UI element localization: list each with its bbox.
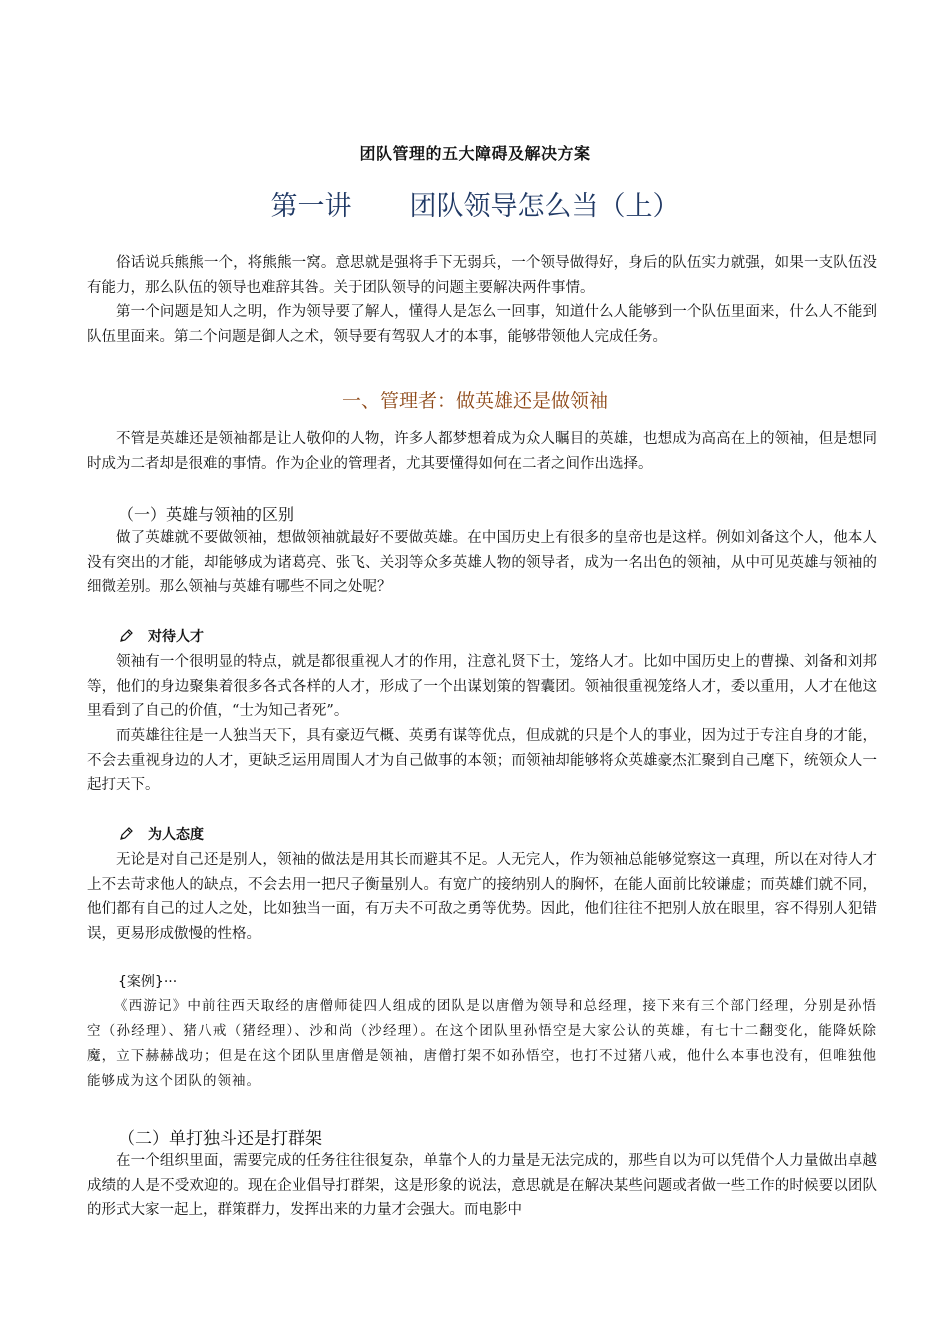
attitude-paragraph: 无论是对自己还是别人，领袖的做法是用其长而避其不足。人无完人，作为领袖总能够觉察这一真理，所以在对待人才上不去苛求他人的缺点，不会去用一把尺子衡量别人。有宽广的接纳别人的胸怀，在能人面前比较谦虚；而英雄们就不同，他们都有自己的过人之处，比如独当一面，有万夫不可敌之勇等优势。因此，他们往往不把别人放在眼里，容不得别人犯错误，更易形成傲慢的性格。 (87, 852, 877, 942)
case-paragraph: 《西游记》中前往西天取经的唐僧师徒四人组成的团队是以唐僧为领导和总经理，接下来有三个部门经理，分别是孙悟空（孙经理）、猪八戒（猪经理）、沙和尚（沙经理）。在这个团队里孙悟空是大家公认的英雄，有七十二翻变化，能降妖除魔，立下赫赫战功；但是在这个团队里唐僧是领袖，唐僧打架不如孙悟空，也打不过猪八戒，他什么本事也没有，但唯独他能够成为这个团队的领袖。 (87, 998, 877, 1089)
pen-icon (118, 826, 134, 842)
talent-paragraph-1: 领袖有一个很明显的特点，就是都很重视人才的作用，注意礼贤下士，笼络人才。比如中国历史上的曹操、刘备和刘邦等，他们的身边聚集着很多各式各样的人才，形成了一个出谋划策的智囊团。领袖很重视笼络人才，委以重用，人才在他这里看到了自己的价值，“士为知己者死”。 (87, 654, 877, 719)
intro-paragraph-2: 第一个问题是知人之明，作为领导要了解人，懂得人是怎么一回事，知道什么人能够到一个队伍里面来，什么人不能到队伍里面来。第二个问题是御人之术，领导要有驾驭人才的本事，能够带领他人完成任务。 (87, 304, 877, 345)
talent-paragraph-2: 而英雄往往是一人独当天下，具有豪迈气概、英勇有谋等优点，但成就的只是个人的事业，因为过于专注自身的才能，不会去重视身边的人才，更缺乏运用周围人才为自己做事的本领；而领袖却能够将众英雄豪杰汇聚到自己麾下，统领众人一起打天下。 (87, 728, 877, 793)
subsection-1-paragraph: 做了英雄就不要做领袖，想做领袖就最好不要做英雄。在中国历史上有很多的皇帝也是这样。例如刘备这个人，他本人没有突出的才能，却能够成为诸葛亮、张飞、关羽等众多英雄人物的领导者，成为一名出色的领袖，从中可见英雄与领袖的细微差别。那么领袖与英雄有哪些不同之处呢？ (87, 530, 877, 595)
lecture-heading (0, 184, 950, 223)
point-heading-talent (118, 626, 204, 646)
point-heading-label: 对待人才 (148, 629, 204, 645)
case-label: {案例}··· (118, 974, 178, 990)
subsection-2-paragraph: 在一个组织里面，需要完成的任务往往很复杂，单靠个人的力量是无法完成的，那些自以为可以凭借个人力量做出卓越成绩的人是不受欢迎的。现在企业倡导打群架，这是形象的说法，意思就是在解决某些问题或者做一些工作的时候要以团队的形式大家一起上，群策群力，发挥出来的力量才会强大。而电影中 (87, 1153, 877, 1218)
intro-paragraph-1: 俗话说兵熊熊一个，将熊熊一窝。意思就是强将手下无弱兵，一个领导做得好，身后的队伍实力就强，如果一支队伍没有能力，那么队伍的领导也难辞其咎。关于团队领导的问题主要解决两件事情。 (87, 255, 877, 296)
point-heading-attitude (118, 824, 204, 844)
point-heading-label: 为人态度 (148, 827, 204, 843)
subsection-heading-2: （二）单打独斗还是打群架 (118, 1129, 322, 1149)
document-title: 团队管理的五大障碍及解决方案 (359, 144, 591, 163)
lecture-title: 团队领导怎么当（上） (409, 191, 680, 222)
section-heading-1: 一、管理者：做英雄还是做领袖 (341, 390, 608, 412)
section-1-paragraph: 不管是英雄还是领袖都是让人敬仰的人物，许多人都梦想着成为众人瞩目的英雄，也想成为高高在上的领袖，但是想同时成为二者却是很难的事情。作为企业的管理者，尤其要懂得如何在二者之间作出选择。 (87, 431, 877, 472)
subsection-heading-1: （一）英雄与领袖的区别 (118, 505, 295, 524)
lecture-number: 第一讲 (270, 191, 352, 222)
pen-icon (118, 628, 134, 644)
